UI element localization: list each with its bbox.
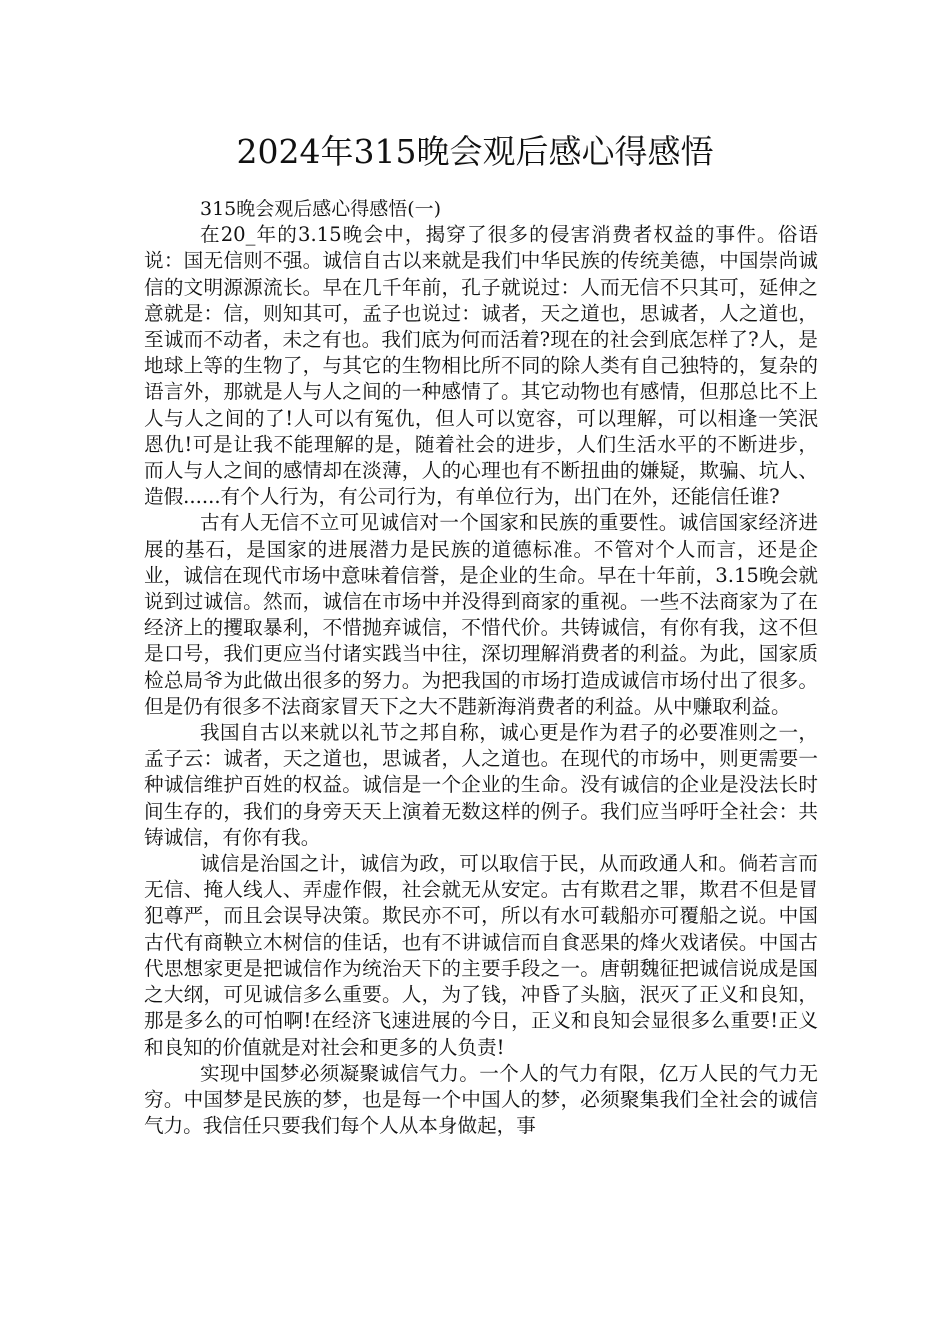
section-heading: 315晚会观后感心得感悟(一) xyxy=(200,198,442,220)
document-body xyxy=(144,196,818,1139)
paragraph: 我国自古以来就以礼节之邦自称，诚心更是作为君子的必要准则之一，孟子云：诚者，天之道也，思诚者，人之道也。在现代的市场中，则更需要一种诚信维护百姓的权益。诚信是一个企业的生命。没有诚信的企业是没法长时间生存的，我们的身旁天天上演着无数这样的例子。我们应当呼吁全社会：共铸诚信，有你有我。 xyxy=(144,721,818,849)
paragraph: 诚信是治国之计，诚信为政，可以取信于民，从而政通人和。倘若言而无信、掩人线人、弄虚作假，社会就无从安定。古有欺君之罪，欺君不但是冒犯尊严，而且会误导决策。欺民亦不可，所以有水可载船亦可覆船之说。中国古代有商鞅立木树信的佳话，也有不讲诚信而自食恶果的烽火戏诸侯。中国古代思想家更是把诚信作为统治天下的主要手段之一。唐朝魏征把诚信说成是国之大纲，可见诚信多么重要。人，为了钱，冲昏了头脑，泯灭了正义和良知，那是多么的可怕啊!在经济飞速进展的今日，正义和良知会显很多么重要!正义和良知的价值就是对社会和更多的人负责! xyxy=(144,852,818,1059)
document-title: 2024年315晚会观后感心得感悟 xyxy=(236,132,714,171)
paragraph: 古有人无信不立可见诚信对一个国家和民族的重要性。诚信国家经济进展的基石，是国家的进展潜力是民族的道德标准。不管对个人而言，还是企业，诚信在现代市场中意味着信誉，是企业的生命。早在十年前，3.15晚会就说到过诚信。然而，诚信在市场中并没得到商家的重视。一些不法商家为了在经济上的攫取暴利，不惜抛弃诚信，不惜代价。共铸诚信，有你有我，这不但是口号，我们更应当付诸实践当中往，深切理解消费者的利益。为此，国家质检总局爷为此做出很多的努力。为把我国的市场打造成诚信市场付出了很多。但是仍有很多不法商家冒天下之大不韪新海消费者的利益。从中赚取利益。 xyxy=(144,511,818,718)
paragraph: 在20_年的3.15晚会中，揭穿了很多的侵害消费者权益的事件。俗语说：国无信则不强。诚信自古以来就是我们中华民族的传统美德，中国崇尚诚信的文明源源流长。早在几千年前，孔子就说过：人而无信不只其可，延伸之意就是：信，则知其可，孟子也说过：诚者，天之道也，思诚者，人之道也，至诚而不动者，未之有也。我们底为何而活着?现在的社会到底怎样了?人，是地球上等的生物了，与其它的生物相比所不同的除人类有自己独特的，复杂的语言外，那就是人与人之间的一种感情了。其它动物也有感情，但那总比不上人与人之间的了!人可以有冤仇，但人可以宽容，可以理解，可以相逢一笑泯恩仇!可是让我不能理解的是，随着社会的进步，人们生活水平的不断进步，而人与人之间的感情却在淡薄，人的心理也有不断扭曲的嫌疑，欺骗、坑人、造假......有个人行为，有公司行为，有单位行为，出门在外，还能信任谁? xyxy=(144,223,818,509)
paragraph: 实现中国梦必须凝聚诚信气力。一个人的气力有限，亿万人民的气力无穷。中国梦是民族的梦，也是每一个中国人的梦，必须聚集我们全社会的诚信气力。我信任只要我们每个人从本身做起，事 xyxy=(144,1061,818,1138)
